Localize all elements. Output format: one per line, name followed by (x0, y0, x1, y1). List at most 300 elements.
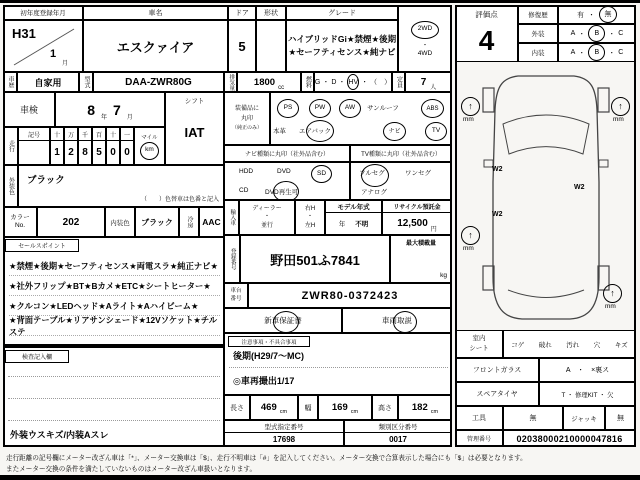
model-year-header (326, 201, 381, 213)
history-label-cell (3, 72, 17, 92)
tv-oneseg (405, 168, 431, 177)
shift-label: シフト (184, 97, 205, 105)
drive-cell (398, 5, 452, 72)
door-cell (228, 20, 256, 72)
sales-points-label: セールスポイント (18, 244, 66, 250)
navi-dvd-play (265, 187, 298, 196)
color-no-cell (37, 207, 105, 237)
notes-line2-text: ◎車再撮出1/17 (233, 376, 295, 386)
ext-grade-label: 外装 (531, 31, 545, 38)
max-load-label: 最大積載量 (405, 241, 436, 247)
digit-value: 5 (96, 147, 102, 158)
ext-grade-b: B (594, 30, 600, 37)
reg-month-value: 1 (50, 48, 57, 60)
tv-type-header (350, 145, 452, 162)
width-cell (318, 395, 372, 420)
odometer-label-cell (3, 127, 18, 165)
length-value: 469 (260, 402, 277, 413)
int-grade-c: C (618, 49, 624, 56)
chassis-cell (248, 283, 452, 308)
equip-navi-circled (383, 122, 406, 141)
chassis-label2: 番号 (230, 295, 242, 302)
arrow-up-icon: ↑ (618, 101, 623, 111)
ac-label: 冷房 (186, 216, 192, 228)
damage-code-w2: W2 (574, 184, 585, 191)
reg-number-label-cell (224, 235, 240, 283)
mile-label: マイル (141, 134, 158, 141)
tool-label-cell (455, 406, 503, 430)
odometer-sign-label: 記号 (27, 132, 40, 139)
bottom-note-text: 外装ウスキズ/内装Aスレ (10, 430, 109, 440)
odometer-sign-header (19, 128, 49, 141)
sales-line-text: ★社外フリップ★BT★Bカメ★ETC★シートヒーター★ (9, 280, 211, 291)
int-color-cell (135, 207, 179, 237)
class-number-label: 類別区分番号 (378, 424, 418, 431)
equipment-label-cell (224, 92, 270, 145)
equip-abs: ABS (426, 105, 439, 112)
tv-type-header-label: TV種類に丸印（社外品含む） (361, 152, 441, 158)
digit-unit: 一 (123, 132, 130, 139)
repair-yes: 有 (577, 11, 584, 19)
grade-line1: ハイブリッドGi★禁煙★後期 (287, 34, 397, 45)
int-dot2: ・ (608, 49, 616, 57)
spare-label: スペアタイヤ (476, 391, 518, 398)
type-number-label: 型式指定番号 (264, 424, 304, 431)
type-number-cell (224, 420, 344, 447)
width-value: 169 (331, 402, 348, 413)
equip-aw: AW (344, 104, 356, 112)
tv-analog (361, 187, 387, 196)
int-grade-label-cell (518, 43, 558, 62)
displacement-cell (237, 72, 301, 92)
model-value: DAA-ZWR80G (125, 76, 192, 88)
shaken-cell (55, 92, 165, 127)
import-rh: 右H (304, 205, 316, 212)
manual-mid: 取説 (397, 316, 412, 325)
mm-label: mm (605, 303, 616, 310)
door-value: 5 (238, 38, 246, 54)
drive-2wd-circled (411, 21, 439, 39)
capacity-label: 定員 (395, 76, 402, 88)
shaken-label-cell (3, 92, 55, 127)
dotted-line (8, 376, 220, 377)
rear-window (508, 290, 584, 298)
equipment-label3: （純正のみ） (231, 125, 262, 132)
equip-airbag-text: エアバック (299, 128, 331, 135)
navi-type-header (224, 145, 350, 162)
jack-value: 無 (617, 415, 624, 422)
spare-value: T ・ 修理KIT ・ 欠 (561, 391, 614, 399)
mm-label: mm (463, 245, 474, 252)
import-dot1: ・ (263, 214, 270, 221)
reg-month-unit: 月 (62, 61, 69, 67)
footer-note-line1 (6, 452, 636, 462)
equipment-items-cell (270, 92, 452, 145)
int-color-label: 内装色 (110, 219, 130, 227)
jack-label-cell (563, 406, 605, 430)
fuel-dot1: ・ (322, 79, 330, 86)
displacement-unit: cc (278, 85, 285, 91)
recycle-cell (382, 200, 452, 235)
shaken-month-unit: 月 (126, 115, 133, 121)
model-label-cell (79, 72, 93, 92)
length-label: 長さ (230, 404, 244, 412)
ext-grade-a: A (570, 30, 576, 37)
repair-label-cell (518, 5, 558, 24)
tv-oneseg-text: ワンセグ (405, 170, 431, 177)
shaken-label: 車検 (19, 105, 38, 115)
int-grade-label: 内装 (531, 50, 545, 57)
height-unit: cm (430, 409, 439, 415)
mgmt-value: 02038000210000047816 (516, 433, 623, 444)
inspection-entry-area (3, 347, 224, 447)
model-year-value (326, 213, 381, 233)
grade-line2: ★セーフティセンス★純ナビ (288, 47, 396, 57)
repair-value-cell (558, 5, 636, 24)
equip-sunroof (367, 103, 399, 112)
import-label-cell (224, 200, 239, 235)
length-cell (250, 395, 298, 420)
navi-dvd-text: DVD (277, 168, 291, 175)
door-header (228, 5, 256, 20)
odometer-col-3 (78, 127, 92, 165)
navi-sd-text: SD (316, 169, 327, 177)
color-no-label2: No. (14, 222, 26, 229)
first-registration-header (3, 5, 83, 20)
manual-pre: 車両 (382, 316, 397, 325)
shape-label: 形状 (264, 9, 278, 17)
notes-line1-text: 後期(H29/7～MC) (233, 351, 305, 361)
width-unit: cm (350, 409, 359, 415)
chassis-label-cell (224, 283, 248, 308)
equip-aw-circled (339, 99, 361, 118)
mgmt-value-cell (503, 430, 636, 447)
notes-line1 (233, 349, 304, 362)
import-hand-cell (295, 200, 325, 235)
class-number-cell (344, 420, 452, 447)
car-outline (493, 76, 599, 319)
max-load-unit: kg (440, 272, 447, 279)
seat-label1: 室内 (472, 335, 486, 343)
score-cell (455, 5, 518, 62)
tool-value-cell (503, 406, 563, 430)
width-label: 幅 (304, 404, 312, 412)
mm-label: mm (463, 116, 474, 123)
score-value: 4 (478, 25, 495, 56)
repair-label: 修復歴 (528, 12, 548, 19)
warranty-mid: 保証 (279, 316, 295, 325)
length-label-cell (224, 395, 250, 420)
import-label: 輸入車 (229, 209, 236, 226)
class-number-value-wrap (345, 433, 451, 446)
reg-era-value: H31 (12, 26, 36, 41)
odometer-col-1 (50, 127, 64, 165)
shift-header (166, 93, 223, 107)
notes-area (224, 333, 452, 395)
score-label: 評価点 (475, 9, 498, 19)
arrow-up-icon: ↑ (610, 288, 615, 298)
notes-line2 (233, 374, 294, 387)
glass-label: フロントガラス (472, 367, 522, 374)
seat-item: 破れ (538, 341, 552, 349)
sales-line (9, 256, 220, 276)
damage-code-w2: W2 (492, 166, 503, 173)
equip-airbag (299, 126, 331, 135)
height-label-cell (372, 395, 398, 420)
ext-dot2: ・ (608, 30, 616, 38)
tool-label: 工具 (472, 415, 486, 422)
shape-header (256, 5, 286, 20)
ext-color-cell (18, 165, 224, 207)
footer-note2-text: またメーター交換の条件を満たしていないものはメーター改ざん車扱いとなります。 (6, 466, 257, 473)
mgmt-label-cell (455, 430, 503, 447)
color-no-label-cell (3, 207, 37, 237)
int-color-label-cell (105, 207, 135, 237)
capacity-label-cell (392, 72, 405, 92)
digit-unit: 百 (95, 132, 102, 139)
navi-hdd-text: HDD (239, 168, 254, 175)
navi-hdd (239, 168, 253, 175)
digit-unit: 十 (53, 132, 60, 139)
top-rule (0, 0, 640, 3)
displacement-label-cell (224, 72, 237, 92)
tv-type-cell (350, 162, 452, 200)
tv-fullseg (359, 168, 385, 177)
tread-mark-top-left (461, 97, 480, 116)
grade-cell (286, 20, 398, 72)
ext-dot1: ・ (578, 30, 586, 38)
model-year-cell (325, 200, 382, 235)
spare-label-cell (455, 382, 539, 406)
digit-value: 8 (82, 147, 88, 158)
model-cell (93, 72, 224, 92)
fuel-hv: HV (348, 78, 359, 86)
km-label: km (145, 146, 154, 154)
recycle-value-wrap (383, 213, 451, 233)
wheel-icon (598, 88, 609, 112)
equip-tv-circled (425, 122, 447, 141)
length-unit: cm (279, 409, 288, 415)
equip-abs-circled (421, 99, 444, 118)
warranty-pre: 新車 (264, 316, 280, 325)
chassis-value: ZWR80-0372423 (301, 289, 399, 302)
drive-dot: ・ (421, 41, 429, 49)
tread-mark-bottom-left (461, 226, 480, 245)
digit-value: 2 (68, 147, 74, 158)
tread-mark-bottom-right (603, 284, 622, 303)
displacement-label: 排気量 (228, 73, 235, 91)
reg-number-label: 登録番号 (229, 248, 236, 270)
fuel-g: G (314, 78, 321, 86)
damage-code-w2: W2 (492, 211, 503, 218)
mgmt-label: 管理番号 (466, 437, 491, 443)
grade-label: グレード (328, 9, 356, 17)
import-dealer: ディーラー (252, 205, 282, 212)
int-grade-b: B (594, 49, 600, 56)
equip-leather (273, 126, 286, 135)
drive-4wd: 4WD (417, 49, 433, 57)
model-year-label: モデル年式 (337, 204, 370, 211)
car-name-value: エスクァイア (116, 39, 195, 55)
type-number-value: 17698 (272, 435, 296, 444)
ext-color-value: ブラック (27, 175, 65, 186)
history-cell (17, 72, 79, 92)
tool-value: 無 (529, 415, 537, 422)
equip-tv: TV (431, 127, 441, 135)
sales-line (9, 316, 220, 336)
seat-item: コゲ (511, 341, 525, 349)
ext-grade-value-cell (558, 24, 636, 43)
type-number-header (225, 421, 343, 433)
windshield (503, 115, 589, 154)
manual-cell (342, 308, 452, 333)
import-lh: 左H (304, 222, 316, 229)
height-value: 182 (411, 402, 428, 413)
digit-value: 1 (54, 147, 60, 158)
score-header (456, 6, 517, 22)
km-circled (140, 142, 159, 160)
odometer-col-5 (106, 127, 120, 165)
jack-label: ジャッキ (571, 415, 597, 423)
equipment-label2: 丸印 (240, 115, 253, 122)
ac-cell (199, 207, 224, 237)
equip-sunroof-text: サンルーフ (367, 105, 399, 112)
recycle-header (383, 201, 451, 213)
sales-line-text: ★背面テーブル★リアサンシェード★12Vソケット★チルステ (9, 314, 218, 337)
import-dealer-cell (239, 200, 295, 235)
digit-value: 0 (124, 147, 130, 158)
ext-grade-label-cell (518, 24, 558, 43)
shape-cell (256, 20, 286, 72)
navi-dvd-play-text: DVD再生可 (265, 189, 299, 196)
import-parallel: 並行 (260, 222, 273, 229)
navi-type-cell (224, 162, 350, 200)
odometer-col-2 (64, 127, 78, 165)
shift-cell (165, 92, 224, 165)
dotted-line (8, 420, 220, 421)
dotted-line (229, 367, 448, 368)
sales-line-text: ★クルコン★LEDヘッド★Aライト★Aハイビーム★ (9, 300, 199, 311)
digit-unit: 万 (67, 132, 74, 139)
history-label: 車歴 (7, 76, 13, 88)
glass-value-cell (539, 358, 636, 382)
odometer-sign-cell (18, 127, 50, 165)
recycle-unit: 円 (430, 227, 437, 233)
wheel-icon (483, 88, 494, 112)
fuel-d: D (331, 78, 337, 86)
color-no-label1: カラー (10, 213, 30, 221)
repair-dot: ・ (588, 11, 595, 19)
first-registration-label: 初年度登録年月 (20, 10, 66, 17)
seat-label2: シート (469, 345, 489, 352)
seat-item: キズ (614, 341, 628, 349)
recycle-label: リサイクル預託金 (393, 205, 441, 211)
seat-item: 穴 (593, 341, 601, 349)
mm-label: mm (613, 116, 624, 123)
warranty-post: 書 (294, 316, 302, 325)
import-dot2: ・ (306, 214, 313, 221)
arrow-up-icon: ↑ (468, 230, 473, 240)
odometer-label: 走行 (7, 140, 14, 152)
mirror-icon (599, 160, 608, 167)
equip-navi: ナビ (388, 128, 401, 135)
equip-pw: PW (314, 104, 326, 112)
notes-header: 注意事項・不具合事項 (241, 339, 297, 346)
int-grade-a: A (570, 49, 576, 56)
dotted-line (8, 398, 220, 399)
seat-item: 汚れ (566, 341, 580, 349)
inspection-entry-tab (5, 350, 69, 363)
color-no-value: 202 (62, 216, 80, 228)
recycle-value: 12,500 (397, 217, 428, 229)
warranty-cell (224, 308, 342, 333)
repair-no: 無 (604, 11, 612, 18)
grade-header (286, 5, 398, 20)
shaken-month: 7 (113, 101, 121, 118)
capacity-unit: 人 (430, 85, 437, 91)
shaken-year-unit: 年 (100, 115, 107, 121)
class-number-value: 0017 (389, 435, 407, 444)
shaken-year: 8 (87, 101, 95, 118)
sales-points-area (3, 237, 224, 346)
ac-label-cell (179, 207, 199, 237)
tv-fullseg-text: フルセグ (359, 170, 385, 177)
model-year-unknown: 不明 (355, 220, 369, 228)
type-number-value-wrap (225, 433, 343, 446)
navi-sd-circled (311, 165, 332, 183)
digit-unit: 千 (81, 132, 88, 139)
glass-value: A ・ ×裏ス (565, 367, 610, 374)
footer-note-line2 (6, 463, 636, 473)
odometer-col-4 (92, 127, 106, 165)
seat-items-cell (503, 330, 636, 358)
repair-no-circled (599, 6, 617, 23)
history-value: 自家用 (34, 77, 62, 88)
drive-2wd: 2WD (417, 25, 433, 33)
class-number-header (345, 421, 451, 433)
odometer-col-6 (120, 127, 134, 165)
height-label: 高さ (378, 404, 392, 412)
navi-cd (239, 187, 248, 194)
sales-line-text: ★禁煙★後期★セーフティセンス★両電スラ★純正ナビ★ (9, 260, 218, 271)
width-label-cell (298, 395, 318, 420)
inspection-bottom-note (10, 428, 109, 441)
car-name-cell (83, 20, 228, 72)
first-registration-cell (3, 20, 83, 72)
model-year-unit: 年 (338, 220, 346, 228)
jack-value-cell (605, 406, 636, 430)
glass-label-cell (455, 358, 539, 382)
int-color-value: ブラック (141, 217, 173, 227)
max-load-header (391, 236, 451, 249)
ac-value: AAC (202, 217, 221, 227)
int-grade-b-circled (588, 44, 605, 61)
sales-points-tab (5, 239, 79, 252)
car-name-label: 車名 (148, 9, 163, 17)
arrow-up-icon: ↑ (468, 101, 473, 111)
score-value-wrap (456, 22, 517, 60)
seat-label-cell (455, 330, 503, 358)
ext-color-note: （ ）色替車は色番と記入 (140, 197, 219, 203)
max-load-cell (390, 235, 452, 283)
notes-tab (228, 336, 310, 347)
ext-color-label-cell (3, 165, 18, 207)
inspection-entry-label: 検査記入欄 (21, 355, 52, 361)
odometer-unit-cell (134, 127, 165, 165)
displacement-value: 1800 (253, 76, 276, 88)
chassis-label1: 車台 (230, 287, 242, 294)
footer-note1-text: 走行距離の記号欄にメーター改ざん車は「*」、メーター交換車は「$」、走行不明車は「#」を記入してください。メーター交換で合算表示した場合にも「$」は必要となります。 (6, 455, 527, 462)
